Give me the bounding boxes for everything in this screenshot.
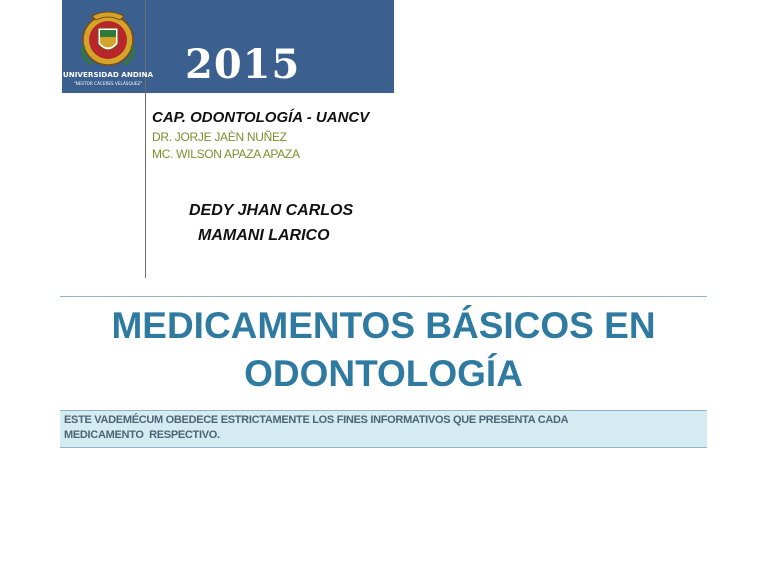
author-last-names: MAMANI LARICO: [198, 227, 330, 244]
document-year: 2015: [185, 41, 301, 88]
author-first-names: DEDY JHAN CARLOS: [189, 202, 354, 219]
vertical-divider: [145, 0, 146, 278]
disclaimer-box: [60, 410, 707, 448]
logo-motto: "NESTOR CÁCERES VELÁSQUEZ": [73, 81, 143, 86]
advisor-2: MC. WILSON APAZA APAZA: [152, 147, 300, 161]
department-label: CAP. ODONTOLOGÍA - UANCV: [152, 109, 370, 126]
disclaimer-line-1: ESTE VADEMÉCUM OBEDECE ESTRICTAMENTE LOS FINES INFORMATIVOS QUE PRESENTA CADA: [64, 414, 569, 426]
title-line-2: ODONTOLOGÍA: [244, 353, 523, 394]
university-seal-logo: [62, 6, 154, 90]
disclaimer-text: [64, 413, 694, 443]
logo-university-name: UNIVERSIDAD ANDINA: [62, 70, 154, 79]
disclaimer-line-2: MEDICAMENTO RESPECTIVO.: [64, 429, 220, 441]
document-title: [60, 302, 707, 398]
title-line-1: MEDICAMENTOS BÁSICOS EN: [111, 305, 656, 346]
title-top-rule: [60, 296, 707, 297]
advisor-1: DR. JORJE JAÈN NUÑEZ: [152, 130, 287, 144]
